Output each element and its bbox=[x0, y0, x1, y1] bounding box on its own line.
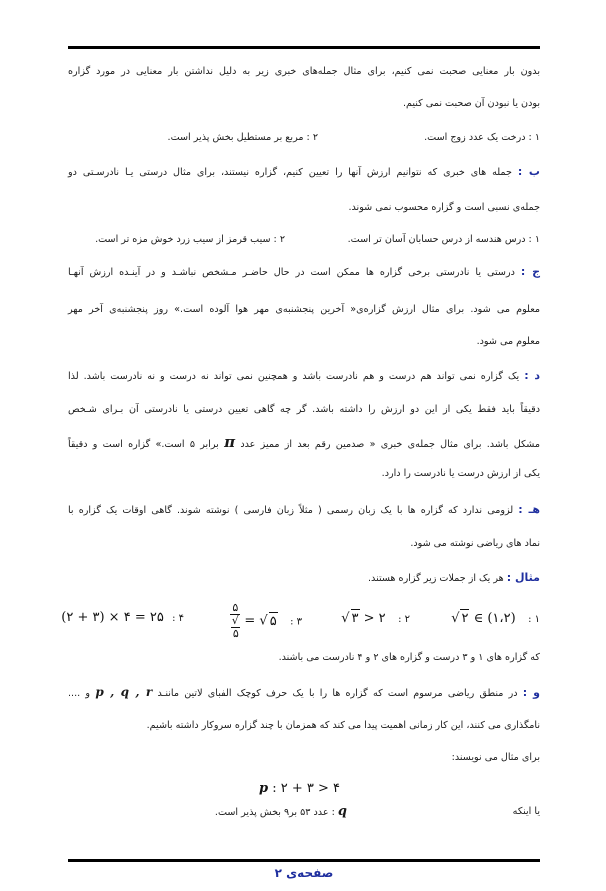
example-heading-line: مثال : هر یک از جملات زیر گزاره هستند. bbox=[368, 571, 540, 584]
text-line: بدون بار معنایی صحبت نمی کنیم، برای مثال جمله‌های خبری زیر به دلیل نداشتن بار معنایی در مورد گزاره bbox=[68, 66, 540, 77]
math-item-1: √ ۲ ∈ (۱،۲) : ۱ bbox=[451, 611, 540, 626]
example-item: ۲ : مربع بر مستطیل بخش پذیر است. bbox=[167, 132, 318, 143]
text-line: معلوم می شود. bbox=[476, 336, 540, 347]
page-number: صفحه‌ی ۲ bbox=[274, 866, 334, 880]
section-key: و : bbox=[522, 686, 541, 699]
text-line: برای مثال می نویسند: bbox=[451, 752, 540, 763]
latin-vars: p , q , r bbox=[95, 685, 153, 699]
q-proposition: q : عدد ۵۳ بر۹ بخش پذیر است. bbox=[214, 804, 347, 819]
section-key: هـ : bbox=[518, 503, 540, 516]
footer-rule bbox=[68, 859, 540, 862]
pi-line: مشکل باشد. برای مثال جمله‌ی خبری « صدمین رقم بعد از ممیز عدد π برابر ۵ است.» گزاره است و دقیقاً bbox=[68, 433, 540, 451]
section-d-line: د : یک گزاره نمی تواند هم درست و هم نادرست باشد و همچنین نمی تواند نه درست و نه نادرست باشد. لذا bbox=[68, 369, 541, 382]
text-line: نماد های ریاضی نوشته می شود. bbox=[410, 538, 540, 549]
math-item-3: ۵ √ ۵ = √ ۵ : ۳ bbox=[231, 601, 302, 640]
math-item-2: √ ۳ > ۲ : ۲ bbox=[341, 611, 410, 626]
fraction: ۵ √ ۵ bbox=[231, 601, 239, 640]
section-b-line: ب : جمله های خبری که نتوانیم ارزش آنها را تعیین کنیم، گزاره نیستند، برای مثال درستی یـا نادرسـتی دو bbox=[68, 165, 540, 178]
p-proposition: p : ۲ + ۳ > ۴ bbox=[258, 781, 340, 796]
example-item: ۱ : درخت یک عدد زوج است. bbox=[424, 132, 540, 143]
text-line: که گزاره های ۱ و ۳ درست و گزاره های ۲ و ۴ نادرست می باشند. bbox=[278, 652, 540, 663]
example-item: ۱ : درس هندسه از درس حسابان آسان تر است. bbox=[347, 234, 540, 245]
text-line: نامگذاری می کنند، این کار زمانی اهمیت پیدا می کند که همزمان با چند گزاره سروکار داشته باشیم. bbox=[146, 720, 540, 731]
text-line: یا اینکه bbox=[512, 806, 540, 817]
section-j-line: ج : درستی یا نادرستی برخی گزاره ها ممکن است در حال حاضـر مـشخص نباشـد و در آینـده ارزش آنهـا bbox=[68, 265, 541, 278]
math-item-4: (۲ + ۳) × ۴ = ۲۵ : ۴ bbox=[61, 610, 184, 625]
example-item: ۲ : سیب قرمز از سیب زرد خوش مزه تر است. bbox=[95, 234, 285, 245]
example-key: مثال : bbox=[506, 571, 540, 584]
section-key: ب : bbox=[517, 165, 540, 178]
section-key: د : bbox=[524, 369, 541, 382]
text-line: معلوم می شود. برای مثال ارزش گزاره‌ی« آخرین پنجشنبه‌ی مهر هوا آلوده است.» روز پنجشنبه‌ی آخر مهر bbox=[68, 304, 540, 315]
header-rule bbox=[68, 46, 540, 49]
text-line: دقیقاً باید فقط یکی از این دو ارزش را داشته باشد. گر چه گاهی تعیین درستی یا نادرستی آن بـرای شـخص bbox=[68, 404, 540, 415]
text-line: یکی از ارزش درست یا نادرست را دارد. bbox=[381, 468, 540, 479]
text-line: جمله‌ی نسبی است و گزاره محسوب نمی شوند. bbox=[348, 202, 540, 213]
section-v-line: و : در منطق ریاضی مرسوم است که گزاره ها را با یک حرف کوچک الفبای لاتین ماننـد p , q , r و .... bbox=[68, 685, 541, 699]
text-line: بودن یا نبودن آن صحبت نمی کنیم. bbox=[402, 98, 540, 109]
section-key: ج : bbox=[520, 265, 541, 278]
pi-symbol: π bbox=[224, 433, 236, 451]
section-h-line: هـ : لزومی ندارد که گزاره ها با یک زبان رسمی ( مثلاً زبان فارسی ) نوشته شوند. گاهی اوقات یک گزاره با bbox=[68, 503, 540, 516]
